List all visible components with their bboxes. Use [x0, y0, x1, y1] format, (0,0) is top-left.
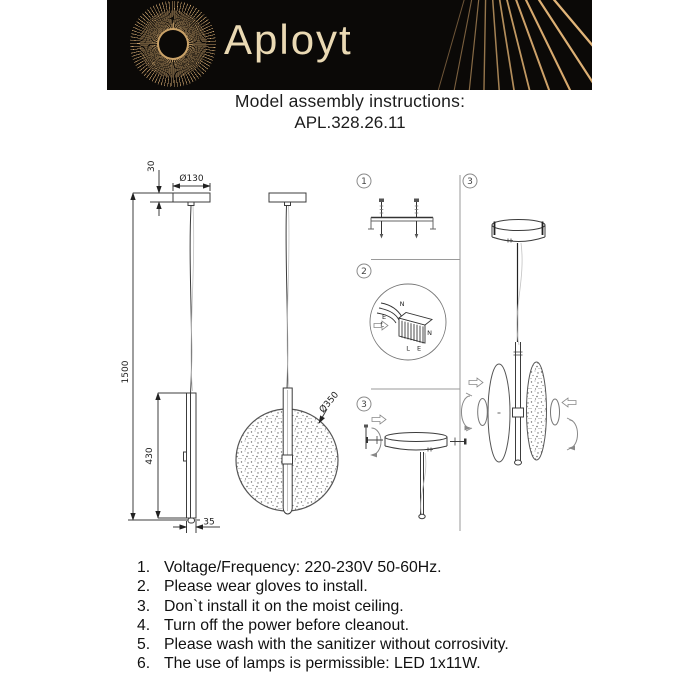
instruction-number: 5.	[137, 636, 151, 654]
instruction-item	[137, 558, 509, 577]
dim-canopy-height: 30	[147, 160, 157, 172]
step-dividers	[371, 175, 460, 531]
step2-wiring-drawing	[370, 284, 446, 360]
step3-result-number: 3	[467, 177, 473, 187]
wire-label-e-left: E	[381, 313, 387, 321]
direction-arrow-icon	[562, 398, 576, 407]
wire-label-l-left: L	[380, 320, 384, 329]
dim-canopy-diameter: Ø130	[179, 174, 204, 184]
instruction-item	[137, 635, 509, 654]
sunburst-logo-icon	[130, 1, 216, 87]
direction-arrow-icon	[469, 378, 483, 387]
instruction-text: Voltage/Frequency: 220-230V 50-60Hz.	[164, 559, 442, 576]
bracket-screws	[379, 199, 419, 239]
front-view-drawing	[236, 193, 341, 514]
instruction-item	[137, 597, 509, 616]
page-title: Model assembly instructions:	[234, 91, 466, 111]
brand-logo-text: Aployt	[224, 16, 353, 63]
instruction-text: The use of lamps is permissible: LED 1x11W.	[164, 655, 481, 673]
instruction-text: Turn off the power before cleanout.	[164, 616, 410, 634]
brand-banner	[107, 0, 592, 90]
front-glass-disc	[527, 362, 547, 460]
wire-label-n-right: N	[427, 329, 432, 337]
dim-shade-diameter: Ø350	[317, 390, 342, 416]
wire-label-n-top: N	[399, 300, 405, 308]
instruction-number: 4.	[137, 616, 151, 634]
step1-bracket-drawing	[368, 199, 436, 239]
dim-body-height: 430	[145, 447, 155, 465]
instruction-number: 1.	[137, 559, 151, 576]
step2-number: 2	[361, 267, 367, 277]
direction-arrow-icon	[372, 415, 386, 424]
wire-label-l-bottom: L	[406, 344, 410, 353]
step3-canopy-drawing	[364, 415, 467, 519]
instruction-text: Please wash with the sanitizer without corrosivity.	[164, 636, 509, 654]
dim-overall-height: 1500	[121, 360, 131, 384]
step1-number: 1	[361, 177, 367, 187]
fan-lines-decoration	[382, 0, 592, 90]
instruction-text: Don`t install it on the moist ceiling.	[164, 597, 404, 615]
wire-label-e-bottom: E	[416, 344, 422, 353]
step3-number: 3	[361, 400, 367, 410]
instruction-item	[137, 616, 509, 635]
instruction-number: 3.	[137, 597, 151, 615]
model-number: APL.328.26.11	[294, 113, 406, 132]
dim-body-depth: 35	[203, 517, 215, 528]
instruction-number: 6.	[137, 655, 151, 673]
instruction-text: Please wear gloves to install.	[164, 578, 368, 596]
instruction-number: 2.	[137, 578, 151, 596]
instruction-item	[137, 577, 509, 596]
instruction-list	[137, 558, 509, 674]
exploded-assembly-drawing	[461, 220, 577, 466]
instruction-item	[137, 654, 509, 673]
side-view-drawing	[121, 160, 220, 533]
